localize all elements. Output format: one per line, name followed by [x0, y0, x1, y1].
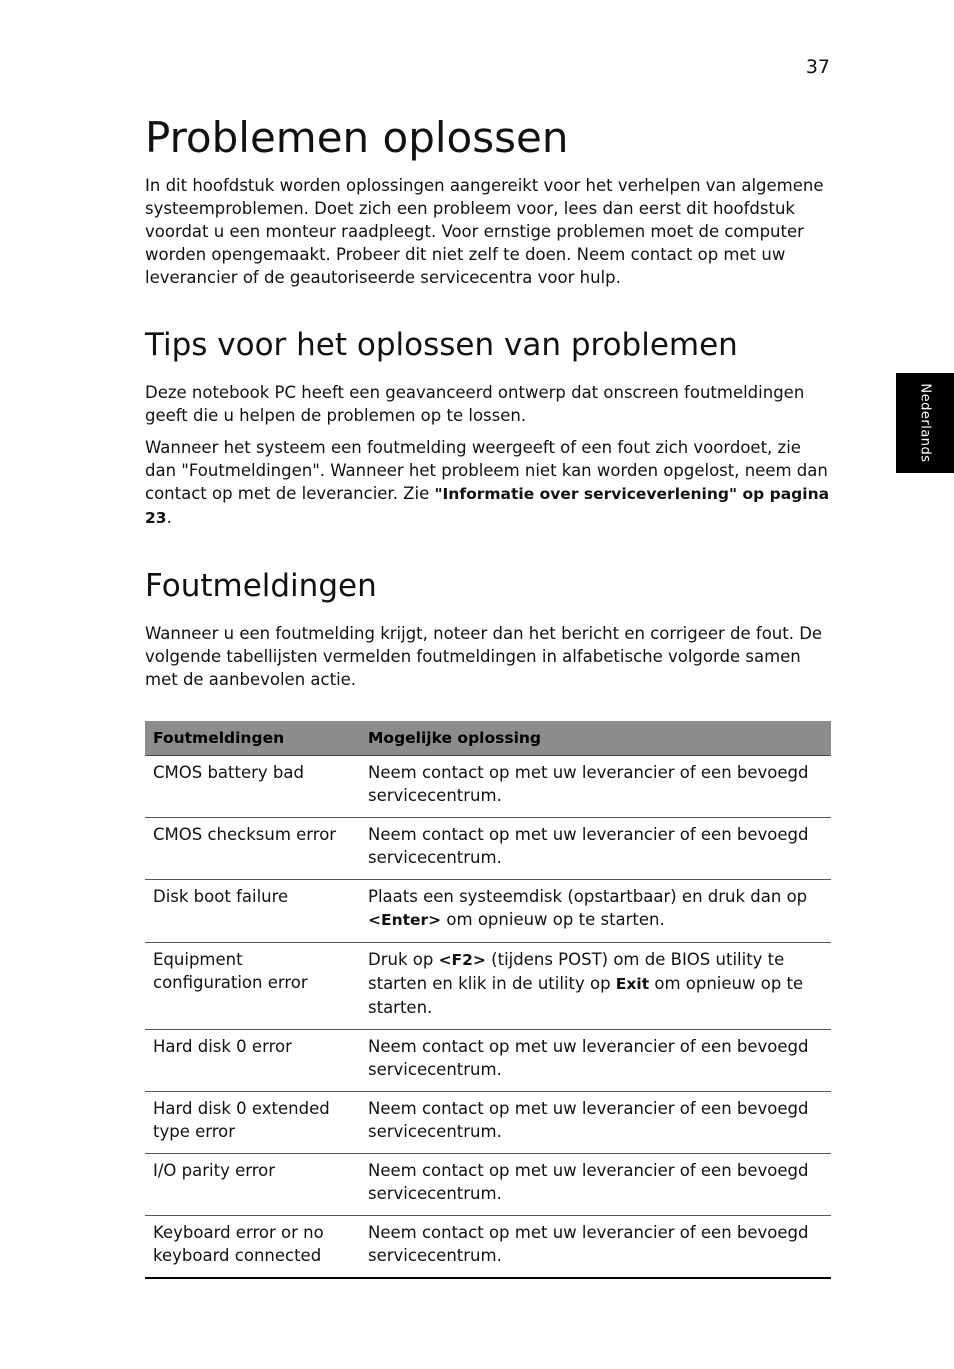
- error-cell: Equipment configuration error: [145, 943, 360, 1030]
- error-cell: Hard disk 0 error: [145, 1030, 360, 1092]
- table-row: [145, 1154, 831, 1216]
- page-number: 37: [805, 56, 830, 78]
- tips-paragraph-1: Deze notebook PC heeft een geavanceerd ontwerp dat onscreen foutmeldingen geeft die u helpen de problemen op te lossen.: [145, 383, 805, 425]
- table-row: [145, 818, 831, 880]
- service-info-link[interactable]: "Informatie over serviceverlening" op pagina 23: [145, 485, 830, 527]
- tips-paragraph-2-text: Wanneer het systeem een foutmelding weergeeft of een fout zich voordoet, zie dan "Foutmeldingen". Wanneer het probleem niet kan worden opgelost, neem dan contact op met de leverancier. Zie: [145, 438, 828, 503]
- table-row: [145, 943, 831, 1030]
- errors-paragraph: Wanneer u een foutmelding krijgt, noteer dan het bericht en corrigeer de fout. De volgende tabellijsten vermelden foutmeldingen in alfabetische volgorde samen met de aanbevolen actie.: [145, 624, 823, 689]
- f2-key-label: <F2>: [438, 951, 486, 969]
- language-tab-label: Nederlands: [917, 383, 933, 463]
- table-row: [145, 1092, 831, 1154]
- language-tab: [896, 373, 954, 473]
- table-row: [145, 756, 831, 818]
- error-cell: I/O parity error: [145, 1154, 360, 1216]
- error-cell: Keyboard error or no keyboard connected: [145, 1216, 360, 1279]
- error-cell: CMOS battery bad: [145, 756, 360, 818]
- solution-cell: [360, 943, 831, 1030]
- solution-cell: Neem contact op met uw leverancier of een bevoegd servicecentrum.: [360, 1216, 831, 1279]
- error-cell: Disk boot failure: [145, 880, 360, 943]
- errors-heading: Foutmeldingen: [145, 568, 377, 604]
- page-content: [145, 110, 831, 1279]
- table-header-error: Foutmeldingen: [145, 721, 360, 756]
- solution-text: om opnieuw op te starten.: [368, 974, 804, 1017]
- solution-cell: Neem contact op met uw leverancier of een bevoegd servicecentrum.: [360, 1092, 831, 1154]
- table-row: [145, 1030, 831, 1092]
- table-header-row: [145, 721, 831, 756]
- solution-text: Plaats een systeemdisk (opstartbaar) en druk dan op: [368, 887, 808, 906]
- error-cell: CMOS checksum error: [145, 818, 360, 880]
- solution-cell: Neem contact op met uw leverancier of een bevoegd servicecentrum.: [360, 818, 831, 880]
- solution-text: Druk op: [368, 950, 439, 969]
- solution-text: om opnieuw op te starten.: [441, 910, 665, 929]
- solution-cell: Neem contact op met uw leverancier of een bevoegd servicecentrum.: [360, 756, 831, 818]
- table-row: [145, 880, 831, 943]
- tips-heading: Tips voor het oplossen van problemen: [145, 327, 738, 363]
- error-cell: Hard disk 0 extended type error: [145, 1092, 360, 1154]
- table-header-solution: Mogelijke oplossing: [360, 721, 831, 756]
- tips-paragraph-2-end: .: [166, 508, 172, 527]
- exit-key-label: Exit: [615, 975, 650, 993]
- solution-cell: Neem contact op met uw leverancier of een bevoegd servicecentrum.: [360, 1154, 831, 1216]
- enter-key-label: <Enter>: [368, 911, 442, 929]
- solution-cell: Neem contact op met uw leverancier of een bevoegd servicecentrum.: [360, 1030, 831, 1092]
- intro-paragraph: In dit hoofdstuk worden oplossingen aangereikt voor het verhelpen van algemene systeemproblemen. Doet zich een probleem voor, lees dan eerst dit hoofdstuk voordat u een monteur raadpleegt. Voor ernstige problemen moet de computer worden opengemaakt. Probeer dit niet zelf te doen. Neem contact op met uw leverancier of de geautoriseerde servicecentra voor hulp.: [145, 176, 824, 287]
- tips-paragraph-2: [145, 436, 831, 530]
- table-row: [145, 1216, 831, 1279]
- page-title: Problemen oplossen: [145, 113, 569, 162]
- error-table: [145, 721, 831, 1279]
- solution-cell: [360, 880, 831, 943]
- solution-text: (tijdens POST) om de BIOS utility te starten en klik in de utility op: [368, 950, 785, 993]
